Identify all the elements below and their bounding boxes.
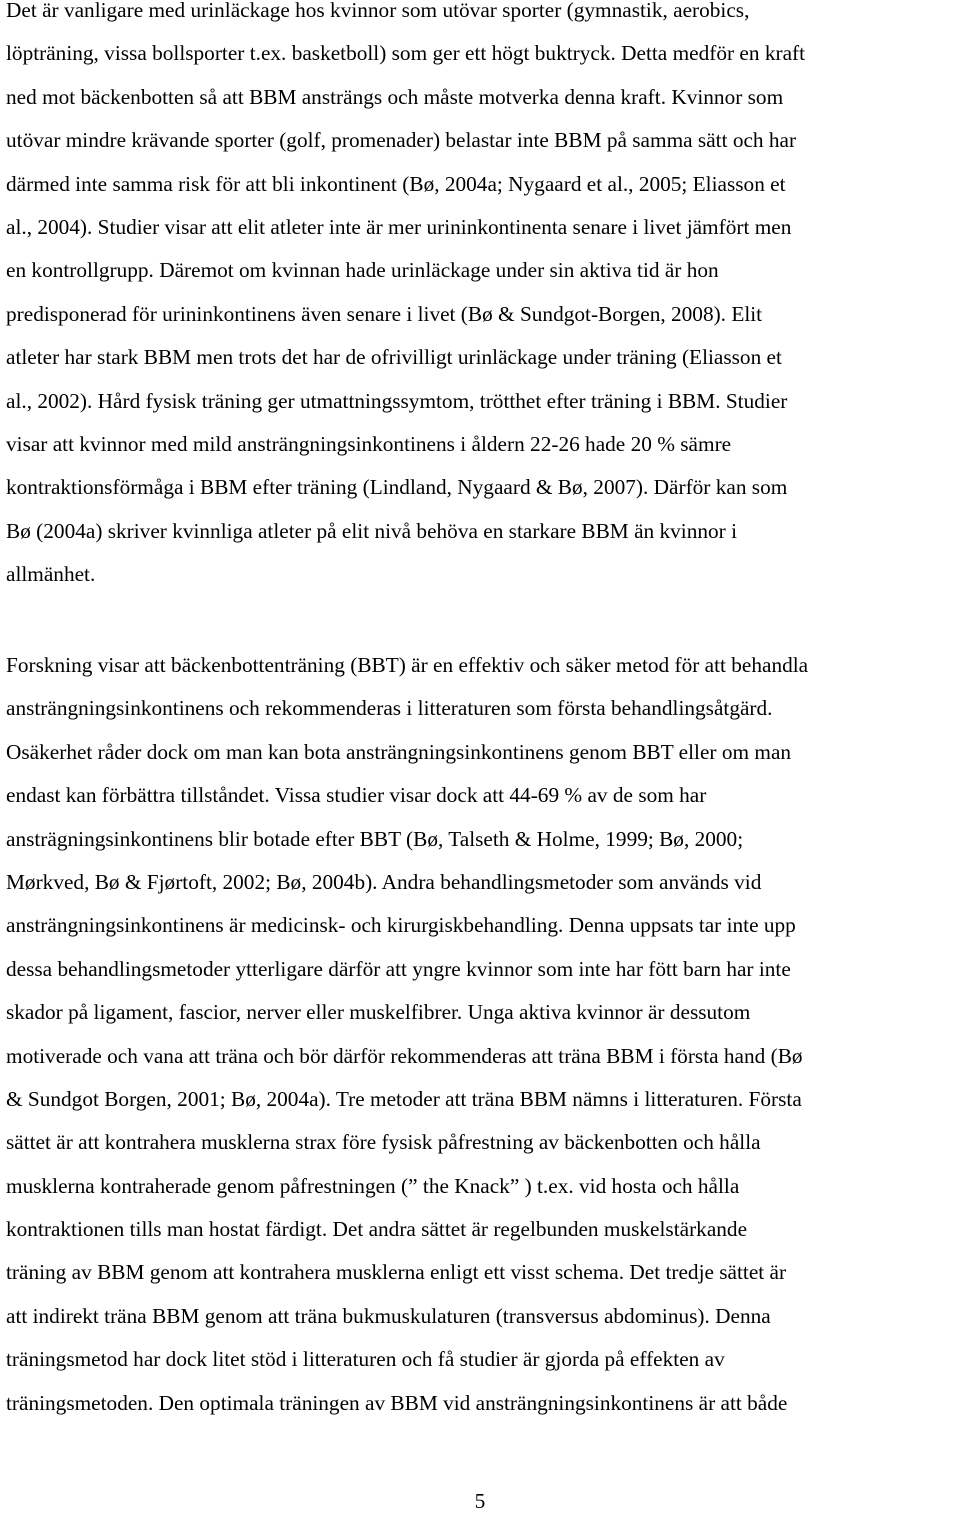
- text-line: al., 2004). Studier visar att elit atleter inte är mer urininkontinenta senare i livet jämfört men: [6, 214, 792, 239]
- text-line: endast kan förbättra tillståndet. Vissa studier visar dock att 44-69 % av de som har: [6, 783, 707, 808]
- text-line: en kontrollgrupp. Däremot om kvinnan hade urinläckage under sin aktiva tid är hon: [6, 258, 719, 283]
- text-line: predisponerad för urininkontinens även senare i livet (Bø & Sundgot-Borgen, 2008). Elit: [6, 301, 763, 326]
- text-line: utövar mindre krävande sporter (golf, promenader) belastar inte BBM på samma sätt och har: [6, 128, 797, 153]
- text-line: motiverade och vana att träna och bör därför rekommenderas att träna BBM i första hand (Bø: [6, 1043, 803, 1068]
- text-line: kontraktionsförmåga i BBM efter träning (Lindland, Nygaard & Bø, 2007). Därför kan som: [6, 475, 788, 500]
- text-line: ansträngningsinkontinens är medicinsk- och kirurgiskbehandling. Denna uppsats tar inte upp: [6, 913, 796, 938]
- text-line: dessa behandlingsmetoder ytterligare därför att yngre kvinnor som inte har fött barn har inte: [6, 956, 791, 981]
- text-line: al., 2002). Hård fysisk träning ger utmattningssymtom, trötthet efter träning i BBM. Studier: [6, 388, 788, 413]
- text-line: & Sundgot Borgen, 2001; Bø, 2004a). Tre metoder att träna BBM nämns i litteraturen. Första: [6, 1086, 802, 1111]
- paragraph-1: [6, 0, 805, 596]
- text-line: allmänhet.: [6, 562, 96, 587]
- text-line: Det är vanligare med urinläckage hos kvinnor som utövar sporter (gymnastik, aerobics,: [6, 0, 750, 22]
- text-line: musklerna kontraherade genom påfrestningen (” the Knack” ) t.ex. vid hosta och hålla: [6, 1173, 740, 1198]
- text-line: löpträning, vissa bollsporter t.ex. basketboll) som ger ett högt buktryck. Detta medför en kraft: [6, 41, 806, 66]
- text-line: Bø (2004a) skriver kvinnliga atleter på elit nivå behöva en starkare BBM än kvinnor i: [6, 518, 737, 543]
- text-line: kontraktionen tills man hostat färdigt. Det andra sättet är regelbunden muskelstärkande: [6, 1217, 748, 1242]
- paragraph-2: [6, 644, 808, 1425]
- text-line: ansträngningsinkontinens och rekommenderas i litteraturen som första behandlingsåtgärd.: [6, 696, 773, 721]
- text-line: träningsmetod har dock litet stöd i litteraturen och få studier är gjorda på effekten av: [6, 1347, 725, 1372]
- text-line: visar att kvinnor med mild ansträngningsinkontinens i åldern 22-26 hade 20 % sämre: [6, 431, 732, 456]
- text-line: träning av BBM genom att kontrahera musklerna enligt ett visst schema. Det tredje sättet är: [6, 1260, 787, 1285]
- text-line: atleter har stark BBM men trots det har de ofrivilligt urinläckage under träning (Eliasson et: [6, 345, 782, 370]
- text-line: Osäkerhet råder dock om man kan bota ansträngningsinkontinens genom BBT eller om man: [6, 739, 792, 764]
- text-line: att indirekt träna BBM genom att träna bukmuskulaturen (transversus abdominus). Denna: [6, 1303, 771, 1328]
- text-line: träningsmetoden. Den optimala träningen av BBM vid ansträngningsinkontinens är att både: [6, 1390, 788, 1415]
- text-line: sättet är att kontrahera musklerna strax före fysisk påfrestning av bäckenbotten och hålla: [6, 1130, 761, 1155]
- text-line: Forskning visar att bäckenbottenträning (BBT) är en effektiv och säker metod för att behandla: [6, 653, 809, 677]
- text-line: ned mot bäckenbotten så att BBM ansträngs och måste motverka denna kraft. Kvinnor som: [6, 84, 784, 109]
- text-line: därmed inte samma risk för att bli inkontinent (Bø, 2004a; Nygaard et al., 2005; Eliasson et: [6, 171, 786, 196]
- text-line: skador på ligament, fascior, nerver eller muskelfibrer. Unga aktiva kvinnor är dessutom: [6, 1000, 751, 1025]
- text-line: ansträgningsinkontinens blir botade efter BBT (Bø, Talseth & Holme, 1999; Bø, 2000;: [6, 826, 744, 851]
- text-line: Mørkved, Bø & Fjørtoft, 2002; Bø, 2004b). Andra behandlingsmetoder som används vid: [6, 869, 762, 894]
- page-number: 5: [474, 1489, 486, 1513]
